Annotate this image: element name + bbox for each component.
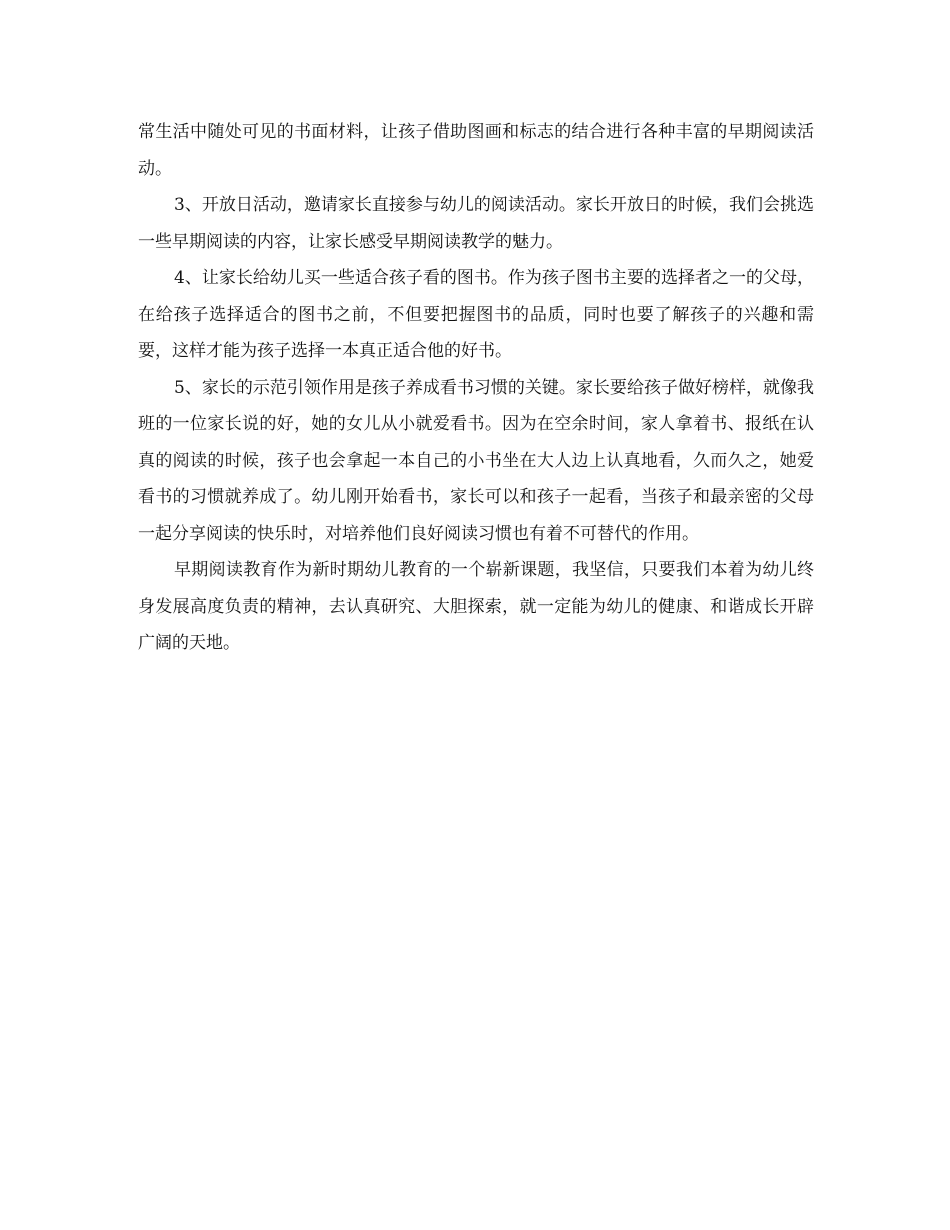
- paragraph-3: 4、让家长给幼儿买一些适合孩子看的图书。作为孩子图书主要的选择者之一的父母，在给孩子选择适合的图书之前，不但要把握图书的品质，同时也要了解孩子的兴趣和需要，这样才能为孩子选择一本真正适合他的好书。: [138, 268, 814, 361]
- paragraph-5: 早期阅读教育作为新时期幼儿教育的一个崭新课题，我坚信，只要我们本着为幼儿终身发展高度负责的精神，去认真研究、大胆探索，就一定能为幼儿的健康、和谐成长开辟广阔的天地。: [138, 560, 814, 653]
- paragraph-2: 3、开放日活动，邀请家长直接参与幼儿的阅读活动。家长开放日的时候，我们会挑选一些早期阅读的内容，让家长感受早期阅读教学的魅力。: [138, 195, 814, 252]
- paragraph-1: 常生活中随处可见的书面材料，让孩子借助图画和标志的结合进行各种丰富的早期阅读活动。: [138, 122, 814, 179]
- paragraph-4: 5、家长的示范引领作用是孩子养成看书习惯的关键。家长要给孩子做好榜样，就像我班的一位家长说的好，她的女儿从小就爱看书。因为在空余时间，家人拿着书、报纸在认真的阅读的时候，孩子也会拿起一本自己的小书坐在大人边上认真地看，久而久之，她爱看书的习惯就养成了。幼儿刚开始看书，家长可以和孩子一起看，当孩子和最亲密的父母一起分享阅读的快乐时，对培养他们良好阅读习惯也有着不可替代的作用。: [138, 377, 814, 544]
- document-body: [138, 114, 814, 662]
